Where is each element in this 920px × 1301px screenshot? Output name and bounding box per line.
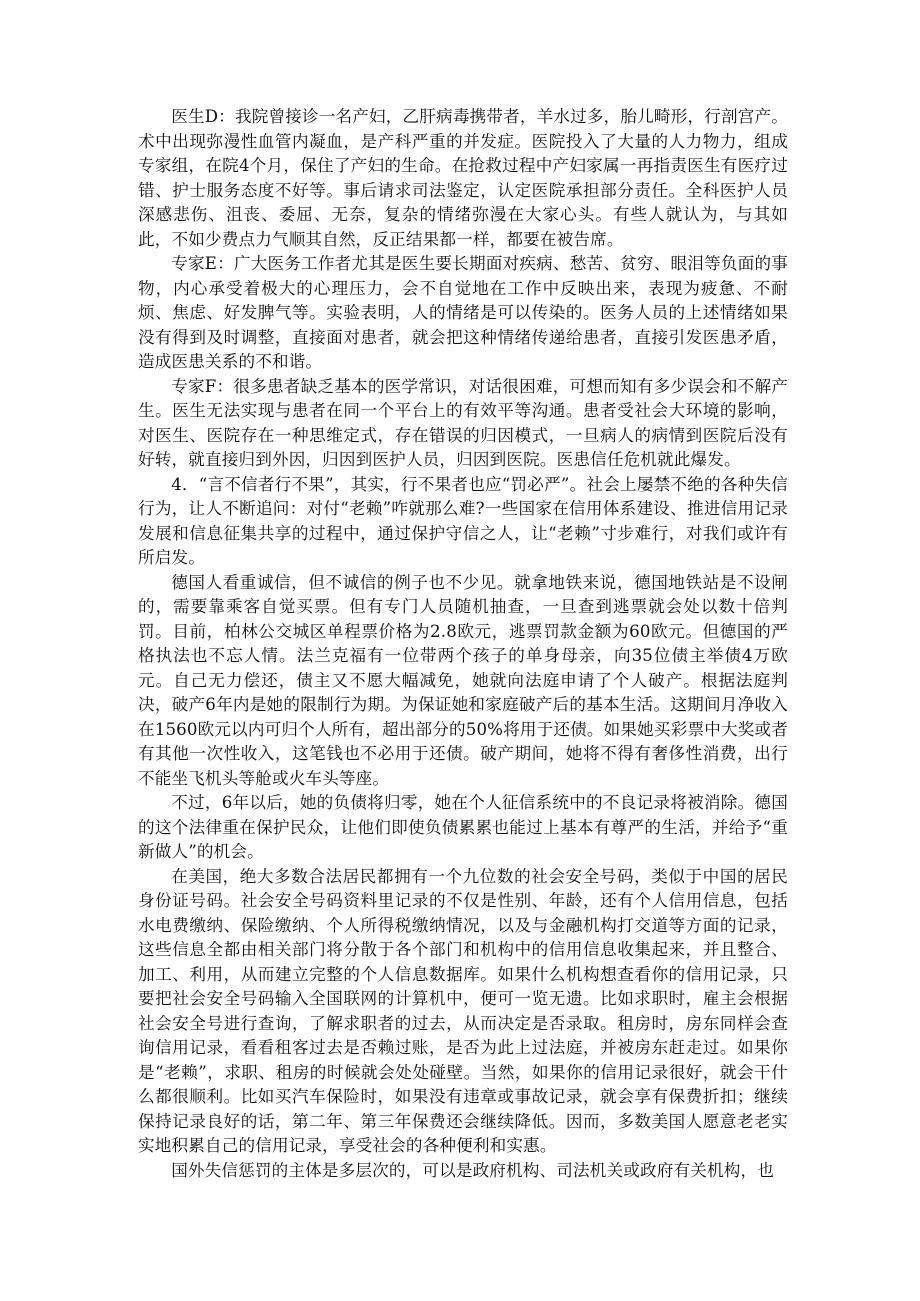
paragraph-section-4: 4．“言不信者行不果”，其实，行不果者也应“罚必严”。社会上屡禁不绝的各种失信行为，让人不断追问：对付“老赖”咋就那么难?一些国家在信用体系建设、推进信用记录发展和信息征集共享的过程中，通过保护守信之人，让“老赖”寸步难行，对我们或许有所启发。 <box>138 474 788 567</box>
paragraph-usa-credit: 在美国，绝大多数合法居民都拥有一个九位数的社会安全号码，类似于中国的居民身份证号码。社会安全号码资料里记录的不仅是性别、年龄，还有个人信用信息，包括水电费缴纳、保险缴纳、个人所得税缴纳情况，以及与金融机构打交道等方面的记录，这些信息全都由相关部门将分散于各个部门和机构中的信用信息收集起来，并且整合、加工、利用，从而建立完整的个人信息数据库。如果什么机构想查看你的信用记录，只要把社会安全号码输入全国联网的计算机中，便可一览无遗。比如求职时，雇主会根据社会安全号进行查询，了解求职者的过去，从而决定是否录取。租房时，房东同样会查询信用记录，看看租客过去是否赖过账，是否为此上过法庭，并被房东赶走过。如果你是“老赖”，求职、租房的时候就会处处碰壁。当然，如果你的信用记录很好，就会干什么都很顺利。比如买汽车保险时，如果没有违章或事故记录，就会享有保费折扣；继续保持记录良好的话，第二年、第三年保费还会继续降低。因而，多数美国人愿意老老实实地积累自己的信用记录，享受社会的各种便利和实惠。 <box>138 866 788 1155</box>
paragraph-expert-f: 专家F：很多患者缺乏基本的医学常识，对话很困难，可想而知有多少误会和不解产生。医生无法实现与患者在同一个平台上的有效平等沟通。患者受社会大环境的影响，对医生、医院存在一种思维定式，存在错误的归因模式，一旦病人的病情到医院后没有好转，就直接归到外因，归因到医护人员，归因到医院。医患信任危机就此爆发。 <box>138 376 788 469</box>
paragraph-germany-credit: 德国人看重诚信，但不诚信的例子也不少见。就拿地铁来说，德国地铁站是不设闸的，需要靠乘客自觉买票。但有专门人员随机抽查，一旦查到逃票就会处以数十倍判罚。目前，柏林公交城区单程票价格为2.8欧元，逃票罚款金额为60欧元。但德国的严格执法也不忘人情。法兰克福有一位带两个孩子的单身母亲，向35位债主举债4万欧元。自己无力偿还，债主又不愿大幅减免，她就向法庭申请了个人破产。根据法庭判决，破产6年内是她的限制行为期。为保证她和家庭破产后的基本生活。这期间月净收入在1560欧元以内可归个人所有，超出部分的50%将用于还债。如果她买彩票中大奖或者有其他一次性收入，这笔钱也不必用于还债。破产期间，她将不得有奢侈性消费，出行不能坐飞机头等舱或火车头等座。 <box>138 572 788 788</box>
paragraph-germany-recovery: 不过，6年以后，她的负债将归零，她在个人征信系统中的不良记录将被消除。德国的这个法律重在保护民众，让他们即使负债累累也能过上基本有尊严的生活，并给予“重新做人”的机会。 <box>138 793 788 861</box>
paragraph-doctor-d: 医生D：我院曾接诊一名产妇，乙肝病毒携带者，羊水过多，胎儿畸形，行剖宫产。术中出现弥漫性血管内凝血，是产科严重的并发症。医院投入了大量的人力物力，组成专家组，在院4个月，保住了产妇的生命。在抢救过程中产妇家属一再指责医生有医疗过错、护士服务态度不好等。事后请求司法鉴定，认定医院承担部分责任。全科医护人员深感悲伤、沮丧、委屈、无奈，复杂的情绪弥漫在大家心头。有些人就认为，与其如此，不如少费点力气顺其自然，反正结果都一样，都要在被告席。 <box>138 107 788 249</box>
paragraph-expert-e: 专家E：广大医务工作者尤其是医生要长期面对疾病、愁苦、贫穷、眼泪等负面的事物，内心承受着极大的心理压力，会不自觉地在工作中反映出来，表现为疲惫、不耐烦、焦虑、好发脾气等。实验表明，人的情绪是可以传染的。医务人员的上述情绪如果没有得到及时调整，直接面对患者，就会把这种情绪传递给患者，直接引发医患矛盾，造成医患关系的不和谐。 <box>138 254 788 371</box>
document-body <box>138 105 788 1183</box>
paragraph-foreign-punishment: 国外失信惩罚的主体是多层次的，可以是政府机构、司法机关或政府有关机构，也 <box>171 1160 774 1180</box>
